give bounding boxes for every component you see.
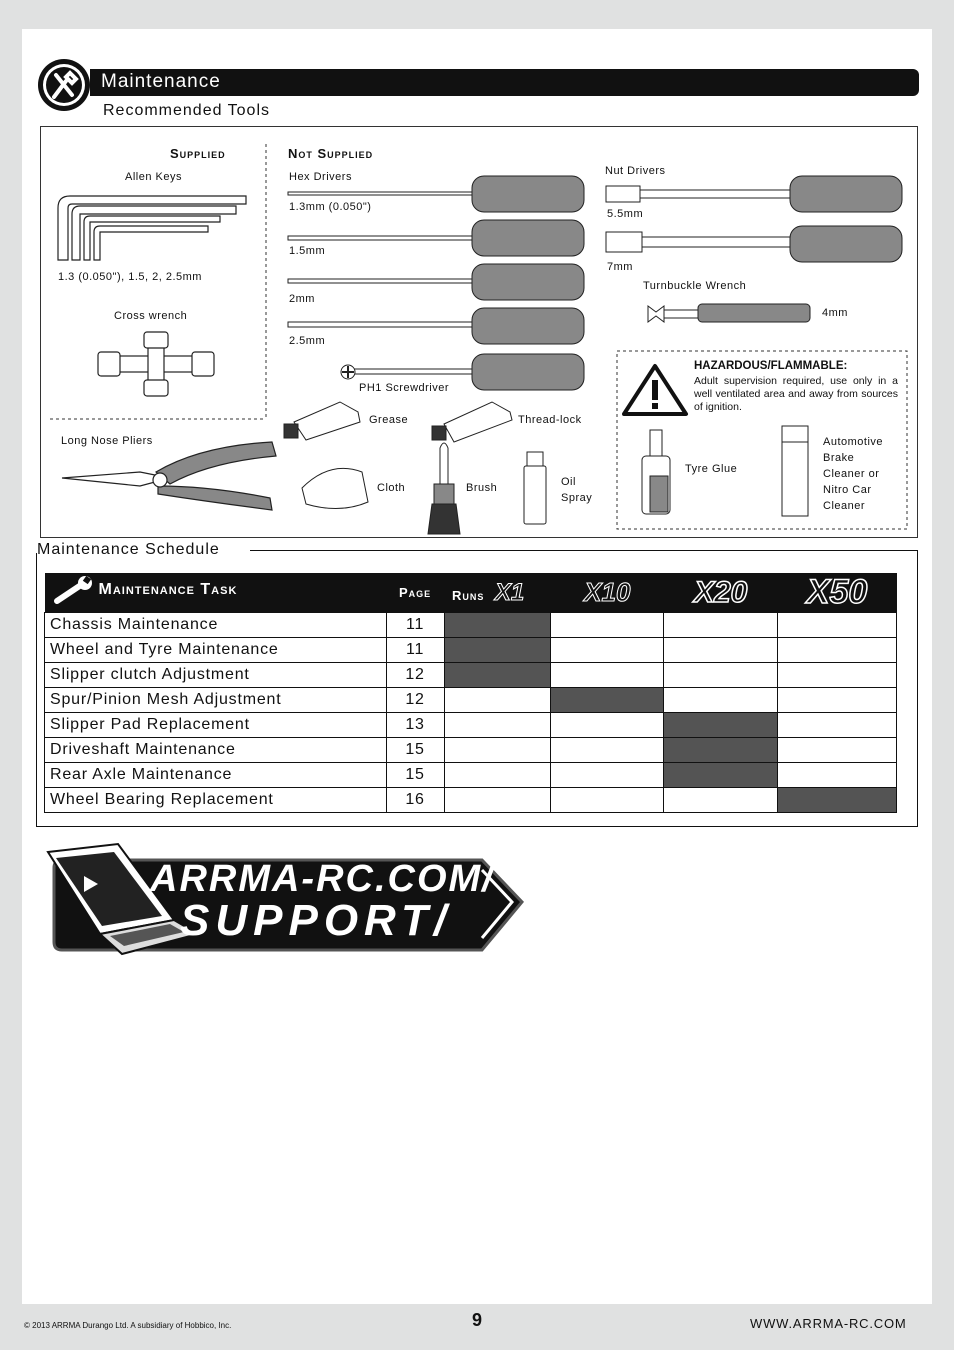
schedule-body (45, 613, 897, 813)
nut-drivers-illustration (606, 176, 902, 262)
page-cell: 12 (386, 663, 444, 688)
tyre-glue-illustration (642, 430, 670, 514)
run-col-x10: X10 (584, 577, 631, 607)
run-cell-x50 (778, 613, 897, 638)
schedule-table (44, 573, 897, 813)
section-subtitle: Recommended Tools (103, 102, 271, 119)
col-page-label: Page (398, 584, 432, 600)
table-row (45, 713, 897, 738)
cross-wrench-illustration (98, 332, 214, 396)
run-cell-x1 (444, 738, 551, 763)
run-cell-x1 (444, 663, 551, 688)
support-line-2: SUPPORT/ (180, 896, 453, 945)
run-cell-x10 (551, 688, 664, 713)
header-x50 (778, 573, 897, 613)
page-cell: 15 (386, 738, 444, 763)
warning-icon (624, 366, 686, 414)
table-row (45, 763, 897, 788)
run-cell-x1 (444, 788, 551, 813)
oil-spray-illustration (524, 452, 546, 524)
run-cell-x10 (551, 788, 664, 813)
tools-illustrations (40, 126, 918, 538)
nut-size-1: 5.5mm (607, 208, 644, 220)
run-cell-x1 (444, 613, 551, 638)
table-row (45, 788, 897, 813)
allen-keys-illustration (58, 196, 246, 260)
page-cell: 11 (386, 638, 444, 663)
allen-keys-label: Allen Keys (125, 171, 182, 183)
nut-drivers-label: Nut Drivers (605, 165, 666, 177)
wrench-screwdriver-icon (36, 57, 92, 113)
task-cell: Slipper Pad Replacement (45, 713, 387, 738)
run-cell-x20 (664, 613, 778, 638)
hazard-title: HAZARDOUS/FLAMMABLE: (694, 360, 848, 372)
task-cell: Slipper clutch Adjustment (45, 663, 387, 688)
run-cell-x10 (551, 738, 664, 763)
run-cell-x1 (444, 688, 551, 713)
run-cell-x1 (444, 638, 551, 663)
hazard-text: Adult supervision required, use only in a well ventilated area and away from sources of ignition. (694, 375, 898, 413)
hex-size-4: 2.5mm (289, 335, 326, 347)
run-col-x50: X50 (806, 573, 868, 611)
hex-size-3: 2mm (289, 293, 315, 305)
turnbuckle-size: 4mm (822, 307, 848, 319)
run-cell-x50 (778, 763, 897, 788)
col-task-label: Maintenance Task (98, 581, 238, 598)
run-cell-x20 (664, 688, 778, 713)
footer-website[interactable]: WWW.ARRMA-RC.COM (750, 1316, 907, 1331)
col-runs-label: Runs (452, 587, 485, 603)
header-task (45, 573, 387, 613)
table-row (45, 613, 897, 638)
support-line-1: ARRMA-RC.COM/ (150, 858, 495, 900)
page-cell: 16 (386, 788, 444, 813)
brake-cleaner-illustration (782, 426, 808, 516)
page-cell: 13 (386, 713, 444, 738)
brush-label: Brush (466, 482, 498, 494)
task-cell: Wheel and Tyre Maintenance (45, 638, 387, 663)
run-cell-x1 (444, 763, 551, 788)
run-cell-x20 (664, 663, 778, 688)
cross-wrench-label: Cross wrench (114, 310, 188, 322)
turnbuckle-wrench-illustration (648, 304, 810, 322)
table-row (45, 688, 897, 713)
task-cell: Rear Axle Maintenance (45, 763, 387, 788)
run-cell-x50 (778, 663, 897, 688)
hex-drivers-label: Hex Drivers (289, 171, 352, 183)
run-col-x20: X20 (693, 575, 748, 609)
run-cell-x20 (664, 638, 778, 663)
run-cell-x20 (664, 738, 778, 763)
run-cell-x1 (444, 713, 551, 738)
run-cell-x50 (778, 713, 897, 738)
header-x20 (664, 573, 778, 613)
run-cell-x10 (551, 713, 664, 738)
schedule-header-row (45, 573, 897, 613)
page-number: 9 (471, 1310, 482, 1330)
footer-copyright: © 2013 ARRMA Durango Ltd. A subsidiary of Hobbico, Inc. (24, 1321, 232, 1330)
long-nose-pliers-label: Long Nose Pliers (61, 435, 153, 447)
oil-spray-label: Oil Spray (561, 476, 593, 504)
grease-label: Grease (369, 414, 409, 426)
schedule-title: Maintenance Schedule (37, 541, 220, 558)
wrench-icon (51, 575, 97, 605)
run-cell-x50 (778, 688, 897, 713)
page-cell: 15 (386, 763, 444, 788)
run-cell-x10 (551, 638, 664, 663)
hex-size-1: 1.3mm (0.050") (289, 201, 372, 213)
header-x1 (444, 573, 551, 613)
thread-lock-label: Thread-lock (518, 414, 582, 426)
hex-size-2: 1.5mm (289, 245, 326, 257)
brake-cleaner-label: Automotive Brake Cleaner or Nitro Car Cleaner (823, 436, 884, 512)
ph1-label: PH1 Screwdriver (359, 382, 450, 394)
cloth-label: Cloth (377, 482, 406, 494)
tyre-glue-label: Tyre Glue (685, 463, 738, 475)
page-cell: 11 (386, 613, 444, 638)
table-row (45, 638, 897, 663)
brush-illustration (428, 443, 460, 534)
run-cell-x50 (778, 738, 897, 763)
run-cell-x50 (778, 638, 897, 663)
run-col-x1: X1 (494, 578, 525, 606)
table-row (45, 663, 897, 688)
nut-size-2: 7mm (607, 261, 633, 273)
not-supplied-heading: Not Supplied (288, 146, 374, 161)
run-cell-x20 (664, 713, 778, 738)
run-cell-x20 (664, 763, 778, 788)
run-cell-x20 (664, 788, 778, 813)
header-x10 (551, 573, 664, 613)
task-cell: Wheel Bearing Replacement (45, 788, 387, 813)
page-title: Maintenance (101, 71, 221, 92)
run-cell-x10 (551, 613, 664, 638)
run-cell-x10 (551, 663, 664, 688)
cloth-illustration (302, 468, 368, 508)
turnbuckle-label: Turnbuckle Wrench (643, 280, 747, 292)
table-row (45, 738, 897, 763)
supplied-heading: Supplied (170, 146, 226, 161)
task-cell: Spur/Pinion Mesh Adjustment (45, 688, 387, 713)
run-cell-x50 (778, 788, 897, 813)
task-cell: Driveshaft Maintenance (45, 738, 387, 763)
header-page (386, 573, 444, 613)
allen-sizes-label: 1.3 (0.050"), 1.5, 2, 2.5mm (58, 271, 202, 283)
run-cell-x10 (551, 763, 664, 788)
page-cell: 12 (386, 688, 444, 713)
task-cell: Chassis Maintenance (45, 613, 387, 638)
pliers-illustration (62, 442, 276, 510)
